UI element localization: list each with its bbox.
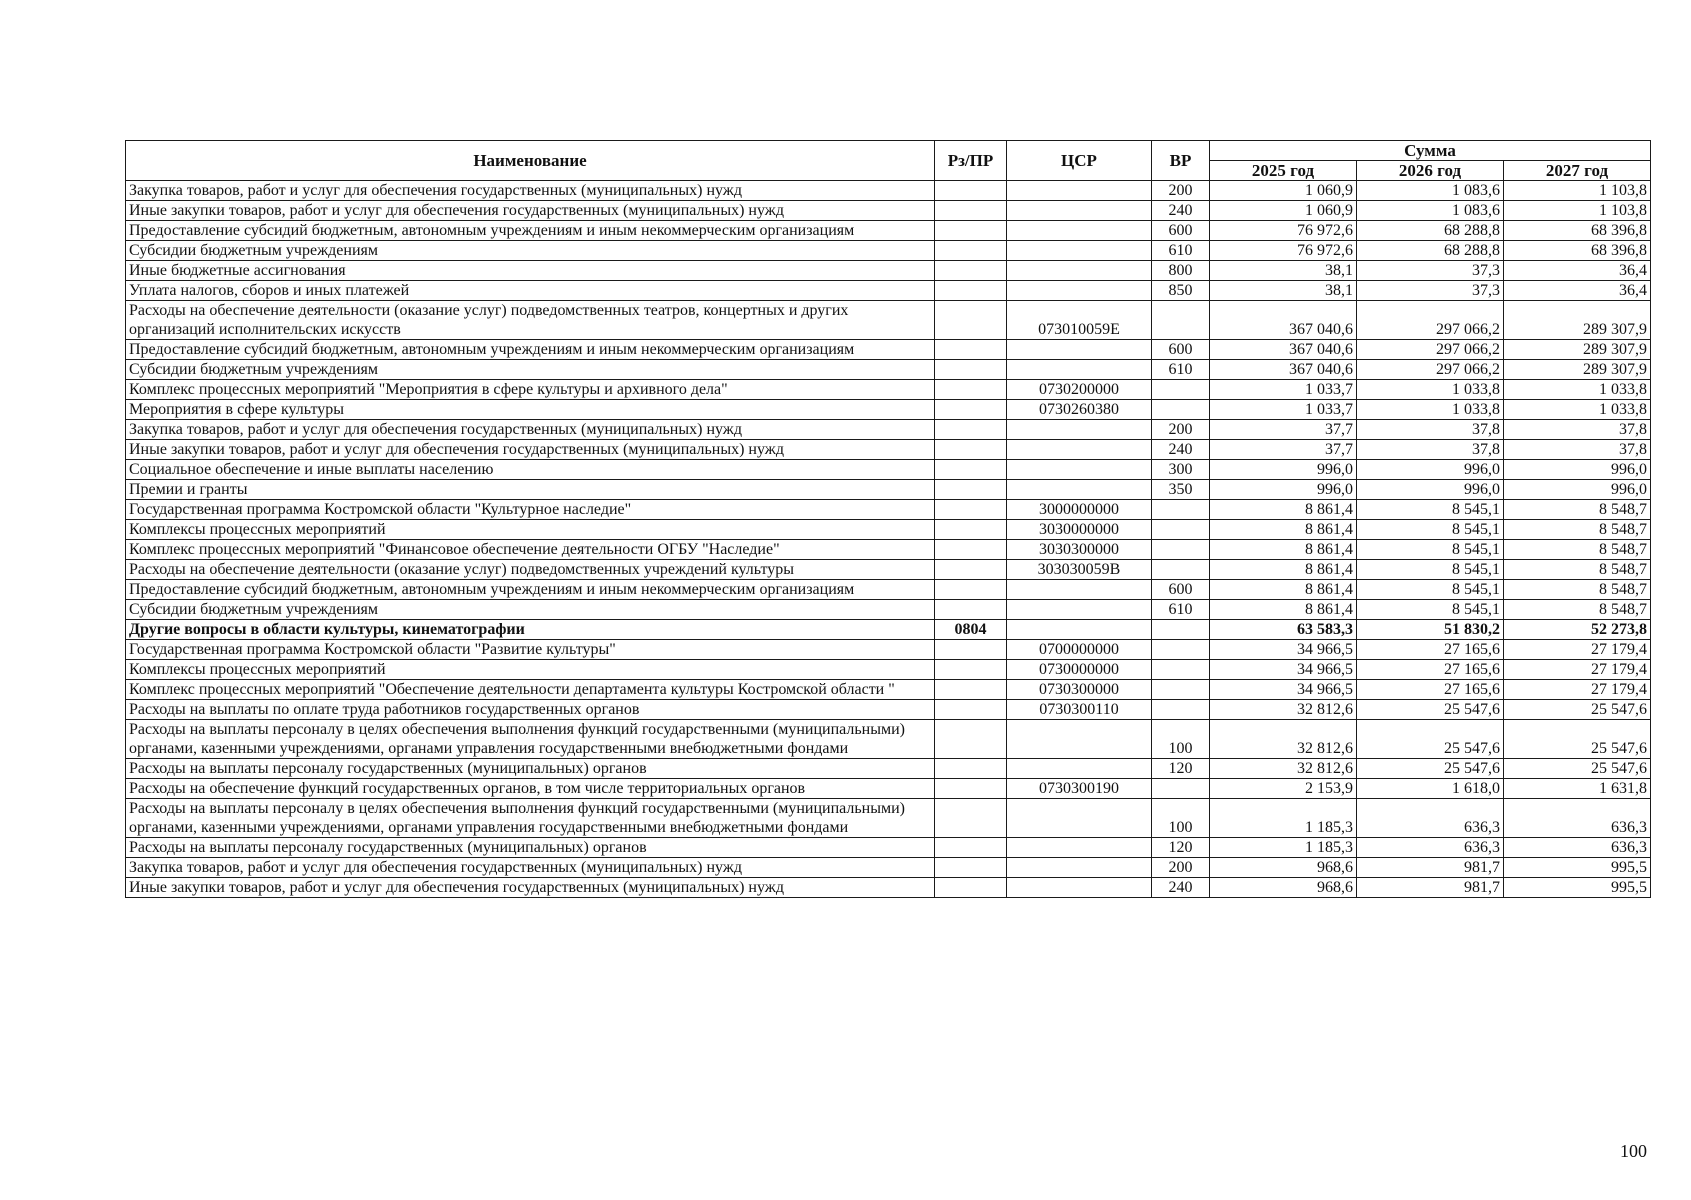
row-amount-2027: 289 307,9 [1504,340,1651,360]
table-row [126,700,1651,720]
row-amount-2027: 37,8 [1504,440,1651,460]
table-row [126,858,1651,878]
row-csr [1007,620,1152,640]
row-rzpr [935,759,1007,779]
row-vr [1152,540,1210,560]
row-name: Социальное обеспечение и иные выплаты населению [126,460,935,480]
row-amount-2027: 1 103,8 [1504,181,1651,201]
table-row [126,241,1651,261]
table-row [126,221,1651,241]
row-amount-2025: 8 861,4 [1210,600,1357,620]
row-name: Государственная программа Костромской области "Культурное наследие" [126,500,935,520]
row-name: Расходы на выплаты персоналу государственных (муниципальных) органов [126,838,935,858]
row-amount-2027: 52 273,8 [1504,620,1651,640]
row-name: Мероприятия в сфере культуры [126,400,935,420]
row-name: Расходы на выплаты персоналу в целях обеспечения выполнения функций государственными (муниципальными) органами, казенными учреждениями, органами управления государственными внебюджетными фондами [126,720,935,759]
row-vr: 600 [1152,580,1210,600]
row-name: Иные закупки товаров, работ и услуг для обеспечения государственных (муниципальных) нужд [126,201,935,221]
table-row [126,420,1651,440]
table-row [126,360,1651,380]
page-number: 100 [1620,1141,1647,1161]
row-amount-2026: 8 545,1 [1357,540,1504,560]
table-row [126,560,1651,580]
header-rzpr: Рз/ПР [935,141,1007,181]
row-rzpr [935,680,1007,700]
row-rzpr [935,380,1007,400]
header-vr: ВР [1152,141,1210,181]
table-row [126,600,1651,620]
row-amount-2026: 68 288,8 [1357,221,1504,241]
row-rzpr [935,241,1007,261]
row-rzpr [935,261,1007,281]
row-vr: 240 [1152,201,1210,221]
row-vr: 350 [1152,480,1210,500]
table-row [126,720,1651,759]
row-csr [1007,878,1152,898]
row-rzpr [935,400,1007,420]
row-amount-2025: 996,0 [1210,480,1357,500]
row-amount-2026: 37,8 [1357,440,1504,460]
table-row [126,460,1651,480]
row-amount-2027: 68 396,8 [1504,241,1651,261]
row-name: Расходы на выплаты персоналу государственных (муниципальных) органов [126,759,935,779]
header-csr: ЦСР [1007,141,1152,181]
row-amount-2026: 25 547,6 [1357,720,1504,759]
row-amount-2026: 8 545,1 [1357,560,1504,580]
row-name: Предоставление субсидий бюджетным, автономным учреждениям и иным некоммерческим организациям [126,580,935,600]
row-amount-2025: 38,1 [1210,261,1357,281]
row-rzpr [935,420,1007,440]
row-vr [1152,301,1210,340]
row-name: Закупка товаров, работ и услуг для обеспечения государственных (муниципальных) нужд [126,858,935,878]
row-name: Иные закупки товаров, работ и услуг для обеспечения государственных (муниципальных) нужд [126,878,935,898]
row-amount-2027: 25 547,6 [1504,720,1651,759]
row-csr: 3030000000 [1007,520,1152,540]
row-vr: 200 [1152,858,1210,878]
row-name: Комплекс процессных мероприятий "Финансовое обеспечение деятельности ОГБУ "Наследие" [126,540,935,560]
row-vr: 600 [1152,340,1210,360]
row-amount-2027: 995,5 [1504,878,1651,898]
row-amount-2025: 37,7 [1210,420,1357,440]
row-amount-2025: 8 861,4 [1210,580,1357,600]
row-amount-2026: 996,0 [1357,460,1504,480]
row-amount-2027: 37,8 [1504,420,1651,440]
row-rzpr [935,301,1007,340]
row-rzpr [935,520,1007,540]
row-csr [1007,201,1152,221]
row-amount-2027: 1 631,8 [1504,779,1651,799]
table-row [126,380,1651,400]
row-name: Расходы на выплаты персоналу в целях обеспечения выполнения функций государственными (муниципальными) органами, казенными учреждениями, органами управления государственными внебюджетными фондами [126,799,935,838]
row-amount-2027: 636,3 [1504,799,1651,838]
row-amount-2025: 1 060,9 [1210,181,1357,201]
table-row [126,181,1651,201]
row-amount-2025: 8 861,4 [1210,540,1357,560]
row-csr: 0730300110 [1007,700,1152,720]
row-amount-2027: 8 548,7 [1504,600,1651,620]
table-row [126,799,1651,838]
row-amount-2026: 8 545,1 [1357,520,1504,540]
row-amount-2025: 968,6 [1210,878,1357,898]
row-vr: 200 [1152,420,1210,440]
header-year-2027: 2027 год [1504,161,1651,181]
row-csr [1007,281,1152,301]
row-amount-2025: 32 812,6 [1210,759,1357,779]
table-row [126,680,1651,700]
row-rzpr [935,201,1007,221]
row-vr [1152,500,1210,520]
table-row [126,640,1651,660]
row-vr [1152,400,1210,420]
row-rzpr [935,360,1007,380]
row-vr: 610 [1152,241,1210,261]
row-amount-2025: 34 966,5 [1210,660,1357,680]
row-amount-2026: 68 288,8 [1357,241,1504,261]
row-amount-2027: 636,3 [1504,838,1651,858]
row-vr: 610 [1152,600,1210,620]
row-rzpr [935,480,1007,500]
table-row [126,261,1651,281]
row-name: Расходы на обеспечение деятельности (оказание услуг) подведомственных театров, концертных и других организаций исполнительских искусств [126,301,935,340]
row-amount-2025: 32 812,6 [1210,700,1357,720]
row-amount-2025: 32 812,6 [1210,720,1357,759]
row-name: Другие вопросы в области культуры, кинематографии [126,620,935,640]
row-vr: 300 [1152,460,1210,480]
table-row [126,838,1651,858]
row-rzpr [935,779,1007,799]
header-year-2026: 2026 год [1357,161,1504,181]
row-csr: 0730300000 [1007,680,1152,700]
row-csr: 0730300190 [1007,779,1152,799]
row-amount-2026: 37,3 [1357,261,1504,281]
row-amount-2026: 996,0 [1357,480,1504,500]
row-name: Закупка товаров, работ и услуг для обеспечения государственных (муниципальных) нужд [126,420,935,440]
table-row [126,500,1651,520]
table-row [126,620,1651,640]
table-row [126,660,1651,680]
row-csr [1007,420,1152,440]
row-csr [1007,759,1152,779]
row-amount-2026: 1 033,8 [1357,380,1504,400]
table-row [126,878,1651,898]
table-row [126,281,1651,301]
row-amount-2026: 37,8 [1357,420,1504,440]
row-rzpr [935,660,1007,680]
row-amount-2026: 636,3 [1357,838,1504,858]
row-csr: 073010059Е [1007,301,1152,340]
row-rzpr [935,878,1007,898]
row-vr: 610 [1152,360,1210,380]
row-amount-2027: 25 547,6 [1504,759,1651,779]
row-vr: 800 [1152,261,1210,281]
table-row [126,201,1651,221]
row-rzpr [935,600,1007,620]
row-amount-2025: 76 972,6 [1210,221,1357,241]
row-csr [1007,580,1152,600]
row-rzpr [935,221,1007,241]
row-name: Предоставление субсидий бюджетным, автономным учреждениям и иным некоммерческим организациям [126,340,935,360]
row-amount-2026: 297 066,2 [1357,340,1504,360]
row-name: Закупка товаров, работ и услуг для обеспечения государственных (муниципальных) нужд [126,181,935,201]
row-name: Субсидии бюджетным учреждениям [126,241,935,261]
table-row [126,301,1651,340]
row-amount-2026: 297 066,2 [1357,301,1504,340]
row-amount-2025: 1 033,7 [1210,400,1357,420]
row-amount-2027: 27 179,4 [1504,680,1651,700]
row-csr [1007,460,1152,480]
row-csr [1007,241,1152,261]
row-amount-2027: 27 179,4 [1504,640,1651,660]
row-amount-2026: 636,3 [1357,799,1504,838]
row-amount-2025: 1 033,7 [1210,380,1357,400]
row-vr [1152,660,1210,680]
table-row [126,340,1651,360]
row-name: Иные бюджетные ассигнования [126,261,935,281]
row-name: Расходы на обеспечение функций государственных органов, в том числе территориальных органов [126,779,935,799]
row-amount-2027: 995,5 [1504,858,1651,878]
row-rzpr [935,858,1007,878]
row-amount-2027: 68 396,8 [1504,221,1651,241]
row-amount-2026: 8 545,1 [1357,580,1504,600]
row-amount-2025: 63 583,3 [1210,620,1357,640]
row-amount-2026: 981,7 [1357,858,1504,878]
row-name: Премии и гранты [126,480,935,500]
header-year-2025: 2025 год [1210,161,1357,181]
row-amount-2027: 8 548,7 [1504,580,1651,600]
row-csr: 3000000000 [1007,500,1152,520]
row-amount-2027: 8 548,7 [1504,520,1651,540]
row-name: Комплекс процессных мероприятий "Обеспечение деятельности департамента культуры Костромской области " [126,680,935,700]
row-vr: 600 [1152,221,1210,241]
row-csr [1007,340,1152,360]
row-csr [1007,480,1152,500]
row-amount-2025: 1 185,3 [1210,838,1357,858]
row-amount-2026: 27 165,6 [1357,640,1504,660]
row-rzpr [935,640,1007,660]
row-csr: 0730200000 [1007,380,1152,400]
table-row [126,759,1651,779]
table-row [126,440,1651,460]
row-csr: 0700000000 [1007,640,1152,660]
row-vr [1152,779,1210,799]
row-amount-2025: 8 861,4 [1210,520,1357,540]
row-amount-2026: 25 547,6 [1357,700,1504,720]
table-row [126,779,1651,799]
row-amount-2025: 367 040,6 [1210,301,1357,340]
row-csr: 0730260380 [1007,400,1152,420]
row-vr [1152,620,1210,640]
row-csr [1007,858,1152,878]
row-csr [1007,720,1152,759]
row-rzpr [935,560,1007,580]
row-amount-2027: 996,0 [1504,460,1651,480]
row-csr [1007,799,1152,838]
row-rzpr [935,440,1007,460]
table-row [126,400,1651,420]
row-vr [1152,640,1210,660]
budget-table [125,140,1651,898]
header-row [126,141,1651,161]
row-name: Комплексы процессных мероприятий [126,660,935,680]
row-csr [1007,838,1152,858]
row-amount-2027: 1 103,8 [1504,201,1651,221]
row-rzpr [935,460,1007,480]
row-name: Предоставление субсидий бюджетным, автономным учреждениям и иным некоммерческим организациям [126,221,935,241]
row-vr: 120 [1152,759,1210,779]
row-vr [1152,520,1210,540]
row-csr: 303030059В [1007,560,1152,580]
row-amount-2025: 34 966,5 [1210,680,1357,700]
table-body [126,181,1651,898]
row-amount-2025: 996,0 [1210,460,1357,480]
row-amount-2025: 968,6 [1210,858,1357,878]
row-csr: 3030300000 [1007,540,1152,560]
row-amount-2027: 36,4 [1504,261,1651,281]
row-amount-2027: 1 033,8 [1504,400,1651,420]
row-vr: 100 [1152,720,1210,759]
row-amount-2027: 25 547,6 [1504,700,1651,720]
row-amount-2027: 289 307,9 [1504,301,1651,340]
row-rzpr: 0804 [935,620,1007,640]
row-name: Субсидии бюджетным учреждениям [126,360,935,380]
row-name: Расходы на обеспечение деятельности (оказание услуг) подведомственных учреждений культуры [126,560,935,580]
row-amount-2027: 996,0 [1504,480,1651,500]
row-amount-2026: 1 083,6 [1357,201,1504,221]
row-vr: 200 [1152,181,1210,201]
row-name: Иные закупки товаров, работ и услуг для обеспечения государственных (муниципальных) нужд [126,440,935,460]
row-amount-2026: 51 830,2 [1357,620,1504,640]
row-amount-2026: 8 545,1 [1357,500,1504,520]
row-amount-2026: 27 165,6 [1357,660,1504,680]
row-csr [1007,261,1152,281]
row-name: Государственная программа Костромской области "Развитие культуры" [126,640,935,660]
row-amount-2025: 367 040,6 [1210,360,1357,380]
row-amount-2025: 1 060,9 [1210,201,1357,221]
row-amount-2025: 76 972,6 [1210,241,1357,261]
row-amount-2025: 2 153,9 [1210,779,1357,799]
row-amount-2026: 1 033,8 [1357,400,1504,420]
row-vr [1152,680,1210,700]
row-amount-2025: 8 861,4 [1210,560,1357,580]
row-name: Субсидии бюджетным учреждениям [126,600,935,620]
row-rzpr [935,500,1007,520]
row-name: Расходы на выплаты по оплате труда работников государственных органов [126,700,935,720]
row-rzpr [935,580,1007,600]
row-amount-2026: 25 547,6 [1357,759,1504,779]
row-name: Комплексы процессных мероприятий [126,520,935,540]
row-vr: 240 [1152,440,1210,460]
row-amount-2026: 297 066,2 [1357,360,1504,380]
row-amount-2025: 367 040,6 [1210,340,1357,360]
row-amount-2025: 37,7 [1210,440,1357,460]
table-row [126,580,1651,600]
row-amount-2027: 8 548,7 [1504,500,1651,520]
row-amount-2026: 1 083,6 [1357,181,1504,201]
header-name: Наименование [126,141,935,181]
row-amount-2027: 8 548,7 [1504,540,1651,560]
row-csr [1007,221,1152,241]
row-csr [1007,360,1152,380]
row-csr [1007,440,1152,460]
row-rzpr [935,281,1007,301]
row-rzpr [935,838,1007,858]
row-amount-2025: 1 185,3 [1210,799,1357,838]
row-amount-2027: 27 179,4 [1504,660,1651,680]
row-rzpr [935,181,1007,201]
row-vr [1152,700,1210,720]
row-csr [1007,181,1152,201]
row-amount-2027: 1 033,8 [1504,380,1651,400]
row-rzpr [935,700,1007,720]
row-vr: 100 [1152,799,1210,838]
row-amount-2025: 34 966,5 [1210,640,1357,660]
table-row [126,540,1651,560]
row-vr: 240 [1152,878,1210,898]
table-row [126,480,1651,500]
row-amount-2026: 8 545,1 [1357,600,1504,620]
row-rzpr [935,720,1007,759]
row-amount-2027: 289 307,9 [1504,360,1651,380]
row-vr [1152,560,1210,580]
row-rzpr [935,799,1007,838]
row-csr [1007,600,1152,620]
row-amount-2026: 37,3 [1357,281,1504,301]
row-name: Комплекс процессных мероприятий "Мероприятия в сфере культуры и архивного дела" [126,380,935,400]
row-csr: 0730000000 [1007,660,1152,680]
row-amount-2025: 8 861,4 [1210,500,1357,520]
row-amount-2027: 8 548,7 [1504,560,1651,580]
row-amount-2026: 981,7 [1357,878,1504,898]
row-name: Уплата налогов, сборов и иных платежей [126,281,935,301]
row-rzpr [935,340,1007,360]
table-row [126,520,1651,540]
row-amount-2025: 38,1 [1210,281,1357,301]
row-vr [1152,380,1210,400]
row-amount-2027: 36,4 [1504,281,1651,301]
row-vr: 120 [1152,838,1210,858]
row-vr: 850 [1152,281,1210,301]
row-rzpr [935,540,1007,560]
row-amount-2026: 27 165,6 [1357,680,1504,700]
header-sum: Сумма [1210,141,1651,161]
row-amount-2026: 1 618,0 [1357,779,1504,799]
